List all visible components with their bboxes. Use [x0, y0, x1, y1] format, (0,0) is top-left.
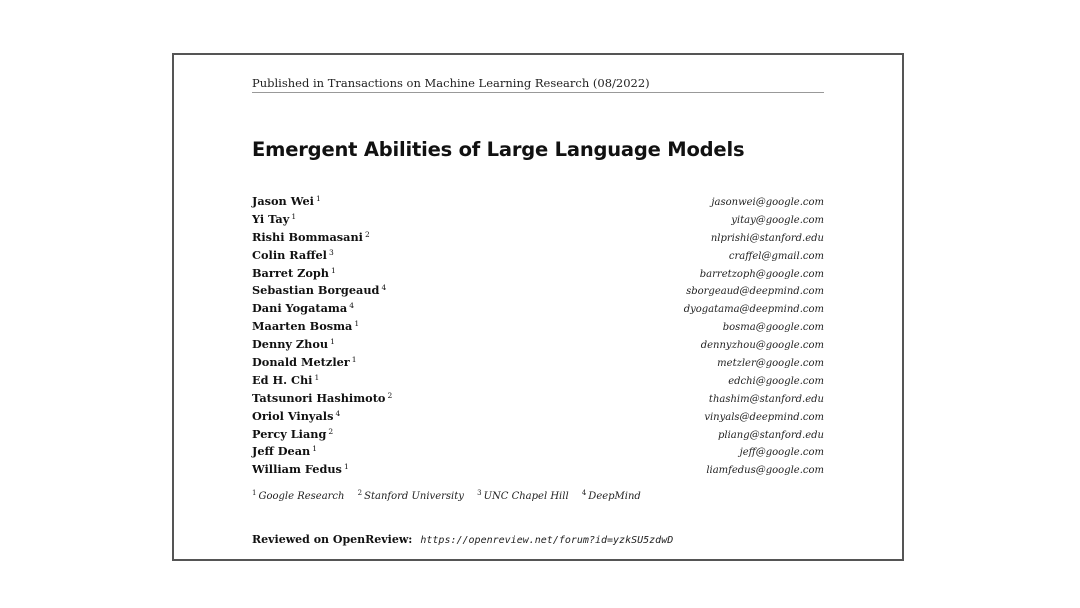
author-name: Colin Raffel $^3$	[252, 247, 334, 262]
running-header: Published in Transactions on Machine Learning Research (08/2022)	[252, 76, 824, 93]
author-row	[252, 266, 824, 284]
author-email[interactable]: bosma@google.com	[722, 322, 824, 334]
author-email[interactable]: thashim@stanford.edu	[708, 393, 824, 405]
review-line	[252, 530, 673, 548]
author-email[interactable]: dennyzhou@google.com	[700, 340, 824, 352]
author-email[interactable]: dyogatama@deepmind.com	[683, 304, 824, 316]
author-name: Oriol Vinyals $^4$	[252, 408, 341, 423]
author-name: Jeff Dean $^1$	[252, 444, 318, 459]
author-name: Denny Zhou $^1$	[252, 337, 335, 352]
author-row	[252, 391, 824, 409]
affiliation-marker: 1	[315, 194, 321, 203]
affiliation-marker: 1	[312, 444, 318, 454]
affiliation-marker: 1	[354, 319, 360, 329]
author-email[interactable]: edchi@google.com	[728, 375, 824, 387]
paper-title: Emergent Abilities of Large Language Models	[252, 138, 745, 161]
author-name: Barret Zoph $^1$	[252, 265, 336, 280]
author-row	[252, 283, 824, 301]
affiliation-item: $^2$ Stanford University	[357, 489, 464, 502]
author-row	[252, 462, 824, 480]
affiliation-list	[252, 489, 651, 502]
author-name: Percy Liang $^2$	[252, 426, 334, 441]
author-name: Ed H. Chi $^1$	[252, 372, 320, 387]
author-row	[252, 337, 824, 355]
author-row	[252, 373, 824, 391]
author-row	[252, 444, 824, 462]
author-email[interactable]: nlprishi@stanford.edu	[710, 232, 824, 244]
author-email[interactable]: jasonwei@google.com	[711, 197, 824, 208]
author-row	[252, 409, 824, 427]
affiliation-marker: 1	[291, 211, 297, 221]
affiliation-marker: 2	[364, 229, 370, 239]
author-email[interactable]: barretzoph@google.com	[699, 268, 824, 280]
openreview-link[interactable]: https://openreview.net/forum?id=yzkSU5zdwD	[420, 535, 674, 546]
author-row	[252, 355, 824, 373]
affiliation-marker: 4	[335, 408, 341, 418]
affiliation-marker: 1	[331, 265, 336, 275]
author-row	[252, 301, 824, 319]
author-email[interactable]: craffel@gmail.com	[728, 250, 824, 262]
author-row	[252, 194, 824, 212]
author-name: Sebastian Borgeaud $^4$	[252, 283, 387, 298]
author-email[interactable]: sborgeaud@deepmind.com	[686, 286, 824, 298]
affiliation-marker: 2	[328, 426, 334, 436]
author-name: Yi Tay $^1$	[252, 211, 297, 226]
review-label: Reviewed on OpenReview:	[252, 533, 413, 546]
affiliation-marker: 1	[330, 337, 335, 347]
author-email[interactable]: vinyals@deepmind.com	[704, 411, 824, 423]
author-name: Rishi Bommasani $^2$	[252, 229, 370, 244]
author-row	[252, 319, 824, 337]
author-row	[252, 248, 824, 266]
affiliation-item: $^4$ DeepMind	[581, 489, 641, 502]
author-name: Tatsunori Hashimoto $^2$	[252, 390, 393, 405]
affiliation-item: $^3$ UNC Chapel Hill	[477, 489, 569, 502]
author-row	[252, 427, 824, 445]
author-list	[252, 194, 824, 480]
author-name: Maarten Bosma $^1$	[252, 319, 360, 334]
affiliation-marker: 4	[349, 301, 354, 311]
author-row	[252, 212, 824, 230]
author-name: William Fedus $^1$	[252, 462, 349, 477]
author-email[interactable]: metzler@google.com	[717, 358, 824, 370]
author-email[interactable]: liamfedus@google.com	[706, 465, 824, 477]
author-name: Jason Wei $^1$	[252, 194, 321, 208]
affiliation-marker: 1	[351, 355, 357, 365]
affiliation-marker: 2	[387, 390, 393, 400]
affiliation-item: $^1$ Google Research	[252, 489, 345, 502]
author-email[interactable]: jeff@google.com	[739, 447, 824, 459]
paper-page	[172, 53, 904, 561]
author-row	[252, 230, 824, 248]
affiliation-marker: 1	[314, 372, 320, 382]
author-name: Dani Yogatama $^4$	[252, 301, 354, 316]
affiliation-marker: 1	[343, 462, 349, 472]
affiliation-marker: 3	[328, 247, 334, 257]
affiliation-marker: 4	[381, 283, 387, 293]
author-email[interactable]: yitay@google.com	[731, 214, 824, 226]
author-name: Donald Metzler $^1$	[252, 355, 357, 370]
author-email[interactable]: pliang@stanford.edu	[718, 429, 824, 441]
